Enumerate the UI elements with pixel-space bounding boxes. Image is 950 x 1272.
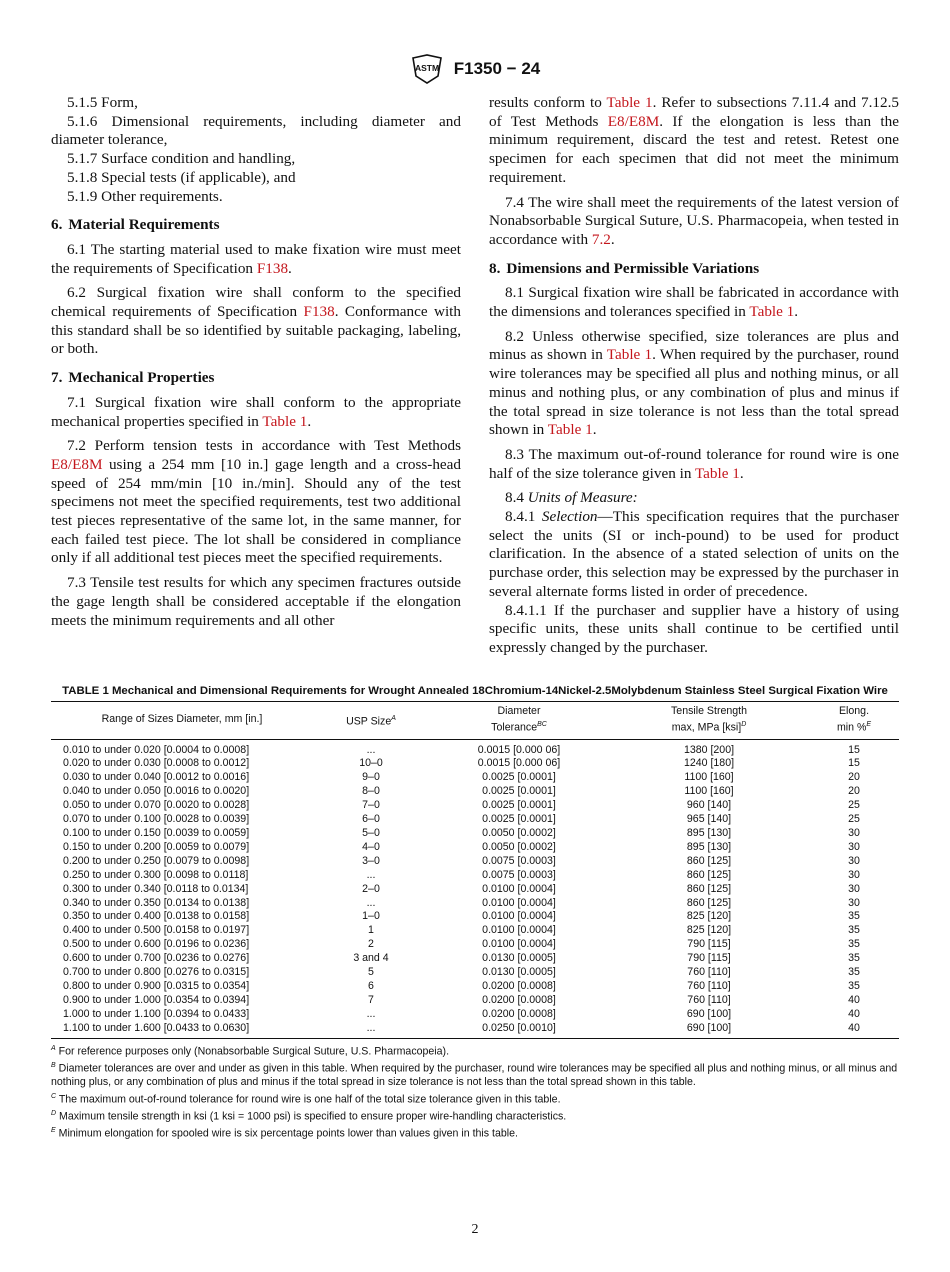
table-row [51, 827, 899, 841]
table-cell: 30 [848, 896, 860, 909]
table-cell: 0.100 to under 0.150 [0.0039 to 0.0059] [63, 826, 250, 839]
table-cell: 0.030 to under 0.040 [0.0012 to 0.0016] [63, 771, 250, 784]
requirements-table [51, 701, 899, 1039]
table-cell: 7–0 [362, 799, 380, 812]
link-7-2[interactable]: 7.2 [591, 230, 611, 248]
paragraph-8-1: 8.1 Surgical fixation wire shall be fabricated in accordance with the dimensions and tolerances specified in Table 1. [489, 284, 899, 321]
table-cell: 860 [125] [686, 854, 732, 867]
table-cell: 40 [848, 1007, 860, 1020]
link-table-1[interactable]: Table 1 [606, 346, 653, 364]
paragraph-7-3-continued: results conform to Table 1. Refer to subsections 7.11.4 and 7.12.5 of Test Methods E8/E8M. If the elongation is less than the minimum requirement, discard the test and retest. Retest one specimen for each specimen that did not meet the minimum requirement. [489, 94, 899, 186]
table-cell: 0.0100 [0.0004] [482, 938, 556, 951]
table-cell: 0.150 to under 0.200 [0.0059 to 0.0079] [63, 840, 250, 853]
table-row [51, 1022, 899, 1038]
table-cell: 30 [848, 882, 860, 895]
svg-text:ASTM: ASTM [414, 63, 439, 73]
table-cell: 35 [848, 952, 860, 965]
table-cell: 2–0 [362, 882, 380, 895]
table-cell: 6 [368, 979, 374, 992]
table-cell: 0.0025 [0.0001] [482, 785, 556, 798]
item-5-1-6: 5.1.6 Dimensional requirements, including diameter and diameter tolerance, [51, 112, 461, 149]
table-cell: 860 [125] [686, 882, 732, 895]
table-row [51, 1008, 899, 1022]
table-row [51, 883, 899, 897]
table-cell: 0.350 to under 0.400 [0.0138 to 0.0158] [63, 910, 250, 923]
link-e8-e8m[interactable]: E8/E8M [51, 455, 103, 473]
document-number: F1350 − 24 [453, 59, 541, 78]
link-table-1[interactable]: Table 1 [547, 421, 593, 439]
table-cell: 40 [848, 993, 860, 1006]
paragraph-8-4: 8.4 Units of Measure: [505, 489, 638, 507]
table-cell: 0.900 to under 1.000 [0.0354 to 0.0394] [63, 993, 250, 1006]
link-e8-e8m[interactable]: E8/E8M [607, 112, 660, 130]
paragraph-7-3: 7.3 Tensile test results for which any specimen fractures outside the gage length shall be considered acceptable if the elongation meets the minimum requirements and all other [51, 574, 461, 629]
table-cell: 0.020 to under 0.030 [0.0008 to 0.0012] [63, 757, 250, 770]
table-cell: 0.050 to under 0.070 [0.0020 to 0.0028] [63, 799, 250, 812]
table-cell: 0.0015 [0.000 06] [477, 743, 561, 756]
table-cell: 0.0075 [0.0003] [482, 854, 556, 867]
paragraph-6-2: 6.2 Surgical fixation wire shall conform to the specified chemical requirements of Specification F138. Conformance with this standard shall be so identified by suitable packaging, labeling, or both. [51, 284, 461, 358]
table-cell: 960 [140] [686, 799, 732, 812]
table-cell: 0.040 to under 0.050 [0.0016 to 0.0020] [63, 785, 250, 798]
table-cell: 0.400 to under 0.500 [0.0158 to 0.0197] [63, 924, 250, 937]
footnote: $^B$ Diameter tolerances are over and under as given in this table. When required by the purchaser, round wire tolerances may be specified all plus and nothing minus, or all minus and nothing plus, or any combination of plus and minus if the total spread in size tolerance is not less than the total spread shown in this table. [51, 1061, 898, 1089]
table-cell: 825 [120] [686, 924, 732, 937]
table-body [51, 739, 899, 1038]
link-table-1[interactable]: Table 1 [694, 464, 740, 482]
section-8-heading: 8. Dimensions and Permissible Variations [489, 259, 760, 277]
section-7-heading: 7. Mechanical Properties [51, 369, 215, 387]
table-cell: 30 [848, 868, 860, 881]
table-cell: 0.0200 [0.0008] [482, 1007, 556, 1020]
table-row [51, 841, 899, 855]
header-range: Range of Sizes Diameter, mm [in.] [101, 713, 263, 726]
header-elongation: Elong. min %$^E$ [836, 705, 872, 734]
table-cell: 0.0050 [0.0002] [482, 840, 556, 853]
paragraph-8-2: 8.2 Unless otherwise specified, size tolerances are plus and minus as shown in Table 1. When required by the purchaser, round wire tolerances may be specified all plus and nothing minus, or all minus and nothing plus, or any combination of plus and minus if the total spread in size tolerance is not less than the total spread shown in Table 1. [489, 327, 900, 439]
section-6-heading: 6. Material Requirements [51, 216, 220, 234]
table-cell: 860 [125] [686, 896, 732, 909]
paragraph-7-4: 7.4 The wire shall meet the requirements of the latest version of Nonabsorbable Surgical Suture, U.S. Pharmacopeia, when tested in accordance with 7.2. [489, 193, 899, 248]
table-row [51, 799, 899, 813]
table-cell: 0.800 to under 0.900 [0.0315 to 0.0354] [63, 979, 250, 992]
table-cell: 35 [848, 979, 860, 992]
table-row [51, 739, 899, 757]
table-cell: 0.0100 [0.0004] [482, 882, 556, 895]
table-cell: 25 [848, 799, 860, 812]
footnote: $^A$ For reference purposes only (Nonabsorbable Surgical Suture, U.S. Pharmacopeia). [51, 1044, 450, 1058]
page-header [0, 54, 950, 84]
item-5-1-9: 5.1.9 Other requirements. [67, 187, 223, 205]
table-cell: 825 [120] [686, 910, 732, 923]
table-row [51, 966, 899, 980]
table-cell: 690 [100] [686, 1021, 732, 1034]
table-cell: 760 [110] [687, 979, 731, 992]
table-cell: 3 and 4 [353, 952, 389, 965]
table-cell: 0.0130 [0.0005] [482, 966, 556, 979]
item-5-1-8: 5.1.8 Special tests (if applicable), and [67, 168, 296, 186]
table-cell: ... [366, 743, 376, 756]
header-usp-size: USP Size$^A$ [346, 714, 396, 728]
paragraph-8-3: 8.3 The maximum out-of-round tolerance for round wire is one half of the size tolerance given in Table 1. [489, 445, 899, 482]
table-cell: 1.100 to under 1.600 [0.0433 to 0.0630] [63, 1021, 250, 1034]
table-cell: 35 [848, 966, 860, 979]
page-number: 2 [471, 1222, 479, 1237]
table-cell: 0.250 to under 0.300 [0.0098 to 0.0118] [63, 868, 249, 881]
table-row [51, 910, 899, 924]
table-cell: 0.010 to under 0.020 [0.0004 to 0.0008] [63, 743, 250, 756]
astm-logo-icon [410, 54, 444, 84]
table-cell: 0.0050 [0.0002] [482, 826, 556, 839]
table-cell: 9–0 [362, 771, 380, 784]
table-cell: 895 [130] [686, 826, 732, 839]
table-cell: 35 [848, 938, 860, 951]
table-row [51, 869, 899, 883]
paragraph-8-4-1: 8.4.1 Selection—This specification requires that the purchaser select the units (SI or inch-pound) to be used for product clarification. In the absence of a stated selection of units on the purchase order, this selection may be expressed by the purchaser in several alternate forms listed in order of precedence. [489, 508, 899, 600]
table-cell: 5 [368, 966, 374, 979]
table-row [51, 938, 899, 952]
table-1-section [51, 684, 899, 1141]
table-cell: 3–0 [362, 854, 380, 867]
table-cell: 15 [848, 743, 860, 756]
link-table-1[interactable]: Table 1 [749, 303, 795, 321]
table-cell: 760 [110] [687, 993, 731, 1006]
table-cell: 760 [110] [687, 966, 731, 979]
table-caption: TABLE 1 Mechanical and Dimensional Requirements for Wrought Annealed 18Chromium-14Nickel-2.5Molybdenum Stainless Steel Surgical Fixation Wire [62, 685, 888, 697]
table-row [51, 897, 899, 911]
table-cell: 0.340 to under 0.350 [0.0134 to 0.0138] [63, 896, 250, 909]
table-cell: 35 [848, 924, 860, 937]
table-cell: 0.0075 [0.0003] [482, 868, 556, 881]
table-cell: 0.0025 [0.0001] [482, 771, 556, 784]
table-cell: ... [366, 868, 376, 881]
table-cell: 7 [368, 993, 374, 1006]
table-cell: 0.070 to under 0.100 [0.0028 to 0.0039] [63, 813, 250, 826]
right-column [489, 94, 899, 664]
table-cell: 0.0025 [0.0001] [482, 799, 556, 812]
table-row [51, 980, 899, 994]
footnote: $^D$ Maximum tensile strength in ksi (1 ksi = 1000 psi) is specified to ensure proper wire-handling characteristics. [51, 1109, 567, 1123]
table-cell: 30 [848, 826, 860, 839]
table-cell: 0.300 to under 0.340 [0.0118 to 0.0134] [63, 882, 249, 895]
table-cell: ... [366, 1021, 376, 1034]
left-column [51, 94, 461, 636]
table-cell: 0.0250 [0.0010] [482, 1021, 556, 1034]
table-cell: ... [366, 896, 376, 909]
header-tensile-strength: Tensile Strength max, MPa [ksi]$^D$ [671, 705, 747, 734]
table-cell: 15 [848, 757, 860, 770]
table-cell: 0.0100 [0.0004] [482, 896, 556, 909]
table-cell: 30 [848, 854, 860, 867]
table-cell: 1.000 to under 1.100 [0.0394 to 0.0433] [63, 1007, 250, 1020]
table-cell: 0.0100 [0.0004] [482, 910, 556, 923]
link-f138[interactable]: F138 [303, 303, 335, 321]
table-cell: 25 [848, 813, 860, 826]
table-row [51, 757, 899, 771]
table-cell: 0.0200 [0.0008] [482, 979, 556, 992]
footnote: $^E$ Minimum elongation for spooled wire is six percentage points lower than values given in this table. [51, 1127, 518, 1140]
table-cell: 1100 [160] [684, 785, 734, 798]
table-cell: 1380 [200] [683, 743, 735, 756]
table-cell: 690 [100] [686, 1007, 732, 1020]
table-cell: 0.700 to under 0.800 [0.0276 to 0.0315] [63, 966, 250, 979]
table-cell: 0.600 to under 0.700 [0.0236 to 0.0276] [63, 952, 250, 965]
table-cell: ... [366, 1007, 376, 1020]
table-cell: 8–0 [362, 785, 380, 798]
footnote: $^C$ The maximum out-of-round tolerance for round wire is one half of the total size tolerance given in this table. [51, 1092, 561, 1106]
table-cell: 0.0100 [0.0004] [482, 924, 556, 937]
table-cell: 35 [848, 910, 860, 923]
link-table-1[interactable]: Table 1 [606, 94, 653, 111]
table-cell: 790 [115] [687, 952, 731, 965]
table-cell: 20 [848, 771, 860, 784]
table-cell: 1100 [160] [684, 771, 734, 784]
table-row [51, 855, 899, 869]
paragraph-8-4-1-1: 8.4.1.1 If the purchaser and supplier have a history of using specific units, these units shall continue to be certified until expressly changed by the purchaser. [489, 601, 899, 656]
table-cell: 0.500 to under 0.600 [0.0196 to 0.0236] [63, 938, 250, 951]
item-5-1-5: 5.1.5 Form, [67, 94, 138, 111]
table-cell: 2 [368, 938, 374, 951]
paragraph-7-1: 7.1 Surgical fixation wire shall conform to the appropriate mechanical properties specified in Table 1. [51, 393, 461, 430]
table-cell: 10–0 [359, 757, 383, 770]
table-cell: 0.200 to under 0.250 [0.0079 to 0.0098] [63, 854, 250, 867]
link-table-1[interactable]: Table 1 [262, 412, 308, 430]
table-cell: 4–0 [362, 840, 380, 853]
table-cell: 1240 [180] [683, 757, 735, 770]
table-cell: 5–0 [362, 826, 380, 839]
table-cell: 790 [115] [687, 938, 731, 951]
table-header-row [51, 702, 899, 740]
table-row [51, 813, 899, 827]
table-cell: 1–0 [362, 910, 380, 923]
table-cell: 0.0200 [0.0008] [482, 993, 556, 1006]
table-cell: 1 [368, 924, 374, 937]
table-cell: 40 [848, 1021, 860, 1034]
table-footnotes [51, 1042, 899, 1142]
table-cell: 0.0015 [0.000 06] [477, 757, 561, 770]
table-cell: 0.0130 [0.0005] [482, 952, 556, 965]
table-cell: 0.0025 [0.0001] [482, 813, 556, 826]
table-row [51, 952, 899, 966]
paragraph-7-2: 7.2 Perform tension tests in accordance with Test Methods E8/E8M using a 254 mm [10 in.] gage length and a cross-head speed of 254 mm/min [10 in./min]. Should any of the test specimens not meet the specified requirements, test two additional test pieces representative of the same lot, in the same manner, for each failed test piece. The lot shall be considered in compliance only if all additional test pieces meet the specified requirements. [51, 437, 461, 567]
table-row [51, 924, 899, 938]
table-cell: 6–0 [362, 813, 380, 826]
paragraph-6-1: 6.1 The starting material used to make fixation wire must meet the requirements of Specification F138. [51, 240, 461, 277]
link-f138[interactable]: F138 [256, 259, 289, 277]
table-cell: 895 [130] [686, 840, 732, 853]
table-row [51, 785, 899, 799]
table-row [51, 994, 899, 1008]
header-diameter-tolerance: Diameter Tolerance$^{BC}$ [491, 705, 547, 734]
table-cell: 30 [848, 840, 860, 853]
table-cell: 965 [140] [686, 813, 732, 826]
item-5-1-7: 5.1.7 Surface condition and handling, [67, 150, 296, 168]
table-cell: 20 [848, 785, 860, 798]
table-cell: 860 [125] [686, 868, 732, 881]
table-row [51, 771, 899, 785]
